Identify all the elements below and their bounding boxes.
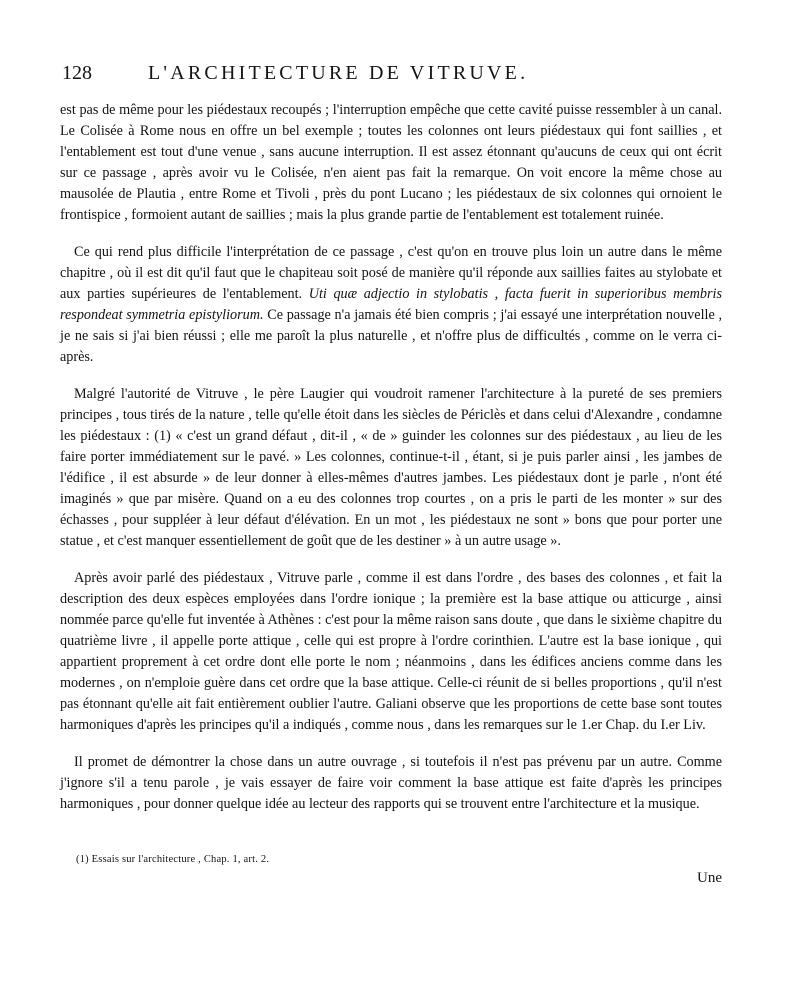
latin-quote: Uti quæ adjectio in stylobatis , facta fuerit in superioribus membris respondeat symmetria epistyliorum. xyxy=(60,286,722,323)
paragraph-text: Ce qui rend plus difficile l'interprétation de ce passage , c'est qu'on en trouve plus loin un autre dans le même chapitre , où il est dit qu'il faut que le chapiteau soit posé de manière qu'il réponde aux saillies faites au stylobate et aux parties supérieures de l'entablement. xyxy=(60,244,722,302)
paragraph-bases: Après avoir parlé des piédestaux , Vitruve parle , comme il est dans l'ordre , des bases des colonnes , et fait la description des deux espèces employées dans l'ordre ionique ; la première est la base attique ou atticurge , ainsi nommée parce qu'elle fut inventée à Athènes : c'est pour la même raison sans doute , que dans le sixième chapitre du quatrième livre , il appelle porte attique , celle qui est propre à l'ordre corinthien. L'autre est la base ionique , qui appartient proprement à cet ordre dont elle porte le nom ; néanmoins , dans les édifices anciens comme dans les modernes , on n'emploie guère dans cet ordre que la base attique. Celle-ci réunit de si belles proportions , qu'il n'est pas étonnant qu'elle ait fait entièrement oublier l'autre. Galiani observe que les proportions de cette base sont toutes harmoniques d'après les principes qu'il a indiqués , comme nous , dans les remarques sur le 1.er Chap. du I.er Liv. xyxy=(60,570,722,733)
paragraph-interpretation xyxy=(60,242,722,368)
page-header xyxy=(62,62,722,90)
paragraph-text: Ce passage n'a jamais été bien compris ; j'ai essayé une interprétation nouvelle , je ne sais si j'ai bien réussi ; elle me paroît la plus naturelle , et n'offre plus de difficultés , comme on le verra ci-après. xyxy=(60,307,723,365)
footnote: (1) Essais sur l'architecture , Chap. 1, art. 2. xyxy=(76,854,270,865)
body-text xyxy=(60,100,722,815)
paragraph-colisee: est pas de même pour les piédestaux recoupés ; l'interruption empêche que cette cavité puisse ressembler à un canal. Le Colisée à Rome nous en offre un bel exemple ; toutes les colonnes ont leurs piédestaux qui font saillies , et l'entablement est tout d'une venue , sans aucune interruption. Il est assez étonnant qu'aucuns de ceux qui ont écrit sur ce passage , après avoir vu le Colisée, n'en aient pas fait la remarque. On voit encore la même chose au mausolée de Plautia , entre Rome et Tivoli , près du pont Lucano ; les piédestaux de six colonnes qui ornoient le frontispice , formoient autant de saillies ; mais la plus grande partie de l'entablement est totalement ruinée. xyxy=(60,102,722,223)
running-title: L'ARCHITECTURE DE VITRUVE. xyxy=(148,62,529,84)
catchword: Une xyxy=(697,870,722,886)
paragraph-laugier: Malgré l'autorité de Vitruve , le père Laugier qui voudroit ramener l'architecture à la pureté de ses premiers principes , tous tirés de la nature , telle qu'elle étoit dans les siècles de Périclès et dans celui d'Alexandre , condamne les piédestaux : (1) « c'est un grand défaut , dit-il , « de » guinder les colonnes sur des piédestaux , au lieu de les faire porter immédiatement sur le pavé. » Les colonnes, continue-t-il , étant, si je puis parler ainsi , les jambes de l'édifice , il est absurde » de leur donner à elles-mêmes d'autres jambes. Les piédestaux dont je parle , n'ont été imaginés » que par misère. Quand on a eu des colonnes trop courtes , on a pris le parti de les monter » sur des échasses , pour suppléer à leur défaut d'élévation. En un mot , les piédestaux ne sont » bons que pour porter une statue , et c'est manquer essentiellement de goût que de les destiner » à un autre usage ». xyxy=(60,386,722,549)
page-number: 128 xyxy=(62,62,92,84)
paragraph-harmonie: Il promet de démontrer la chose dans un autre ouvrage , si toutefois il n'est pas prévenu par un autre. Comme j'ignore s'il a tenu parole , je vais essayer de faire voir comment la base attique est faite d'après les principes harmoniques , pour donner quelque idée au lecteur des rapports qui se trouvent entre l'architecture et la musique. xyxy=(60,754,722,812)
